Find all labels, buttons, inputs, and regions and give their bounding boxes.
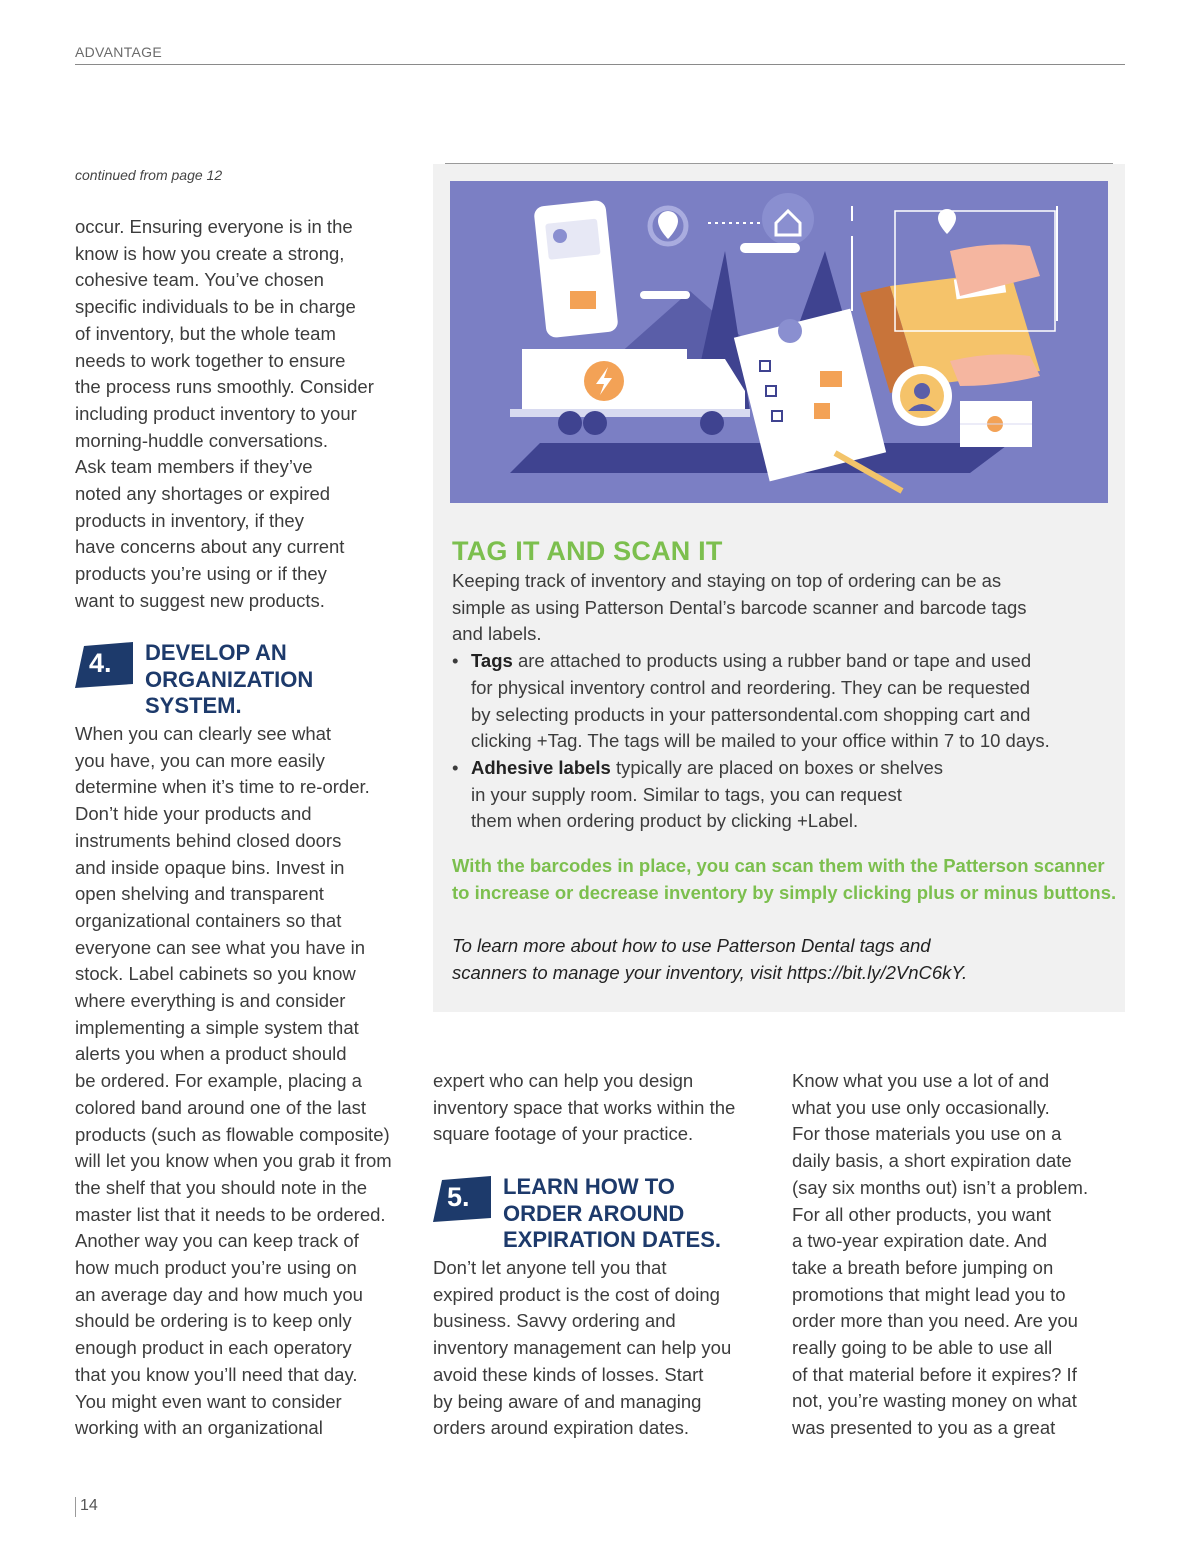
text-line: have concerns about any current (75, 536, 345, 558)
text-line: morning-huddle conversations. (75, 429, 328, 451)
text-line: that you know you’ll need that day. (75, 1363, 358, 1385)
text-line: the shelf that you should note in the (75, 1176, 368, 1198)
running-header: ADVANTAGE (75, 44, 162, 60)
text-line: instruments behind closed doors (75, 829, 342, 851)
header-divider (75, 64, 1125, 65)
section-5-heading (433, 1174, 773, 1256)
sidebar-top-rule (445, 163, 1113, 164)
text-line: working with an organizational (75, 1417, 323, 1439)
text-line: You might even want to consider (75, 1390, 342, 1412)
text-line: not, you’re wasting money on what (792, 1390, 1077, 1412)
title-line: ORDER AROUND (503, 1200, 685, 1226)
section-number-badge (433, 1176, 486, 1222)
text-line: colored band around one of the last (75, 1096, 367, 1118)
text-line: be ordered. For example, placing a (75, 1070, 362, 1092)
page-number-rule (75, 1497, 76, 1517)
text-line: know is how you create a strong, (75, 242, 345, 264)
text-line: expired product is the cost of doing (433, 1283, 720, 1305)
phone-icon (533, 200, 618, 339)
text-line: inventory management can help you (433, 1337, 732, 1359)
title-line: LEARN HOW TO (503, 1174, 675, 1199)
text-line: inventory space that works within the (433, 1096, 736, 1118)
text-line: you have, you can more easily (75, 749, 325, 771)
text-line: With the barcodes in place, you can scan them with the Patterson scanner (452, 855, 1105, 876)
section-4-heading (75, 640, 415, 722)
text-line: order more than you need. Are you (792, 1310, 1078, 1332)
text-line: determine when it’s time to re-order. (75, 776, 370, 798)
text-line: promotions that might lead you to (792, 1283, 1066, 1305)
barcode-scan-icon (960, 401, 1032, 447)
section-title (145, 640, 313, 720)
text-line: (say six months out) isn’t a problem. (792, 1176, 1089, 1198)
text-line: business. Savvy ordering and (433, 1310, 676, 1332)
bullet-text: are attached to products using a rubber band or tape and used (512, 650, 1032, 672)
text-line: products you’re using or if they (75, 563, 327, 585)
text-line: scanners to manage your inventory, visit https://bit.ly/2VnC6kY. (452, 961, 968, 983)
text-line: a two-year expiration date. And (792, 1230, 1048, 1252)
inventory-illustration (450, 181, 1108, 503)
bullet-mark: • (452, 650, 459, 672)
title-line: ORGANIZATION (145, 666, 314, 692)
bullet-term: Tags (471, 650, 513, 672)
text-line: stock. Label cabinets so you know (75, 963, 356, 985)
text-line: open shelving and transparent (75, 883, 324, 905)
text-line: where everything is and consider (75, 990, 346, 1012)
sidebar-body (452, 568, 1112, 835)
bullet-labels (452, 755, 1112, 835)
column-1-top-text (75, 214, 415, 615)
text-line: orders around expiration dates. (433, 1417, 690, 1439)
bullet-mark: • (452, 756, 459, 778)
text-line: by selecting products in your pattersondental.com shopping cart and (471, 703, 1031, 725)
text-line: them when ordering product by clicking +Label. (471, 810, 859, 832)
text-line: enough product in each operatory (75, 1337, 352, 1359)
text-line: for physical inventory control and reordering. They can be requested (471, 676, 1031, 698)
text-line: Know what you use a lot of and (792, 1070, 1050, 1091)
section-number-badge (75, 642, 128, 688)
text-line: products in inventory, if they (75, 509, 304, 531)
text-line: Don’t hide your products and (75, 803, 312, 825)
sidebar-highlight (452, 853, 1116, 906)
home-icon (762, 193, 814, 245)
text-line: clicking +Tag. The tags will be mailed to your office within 7 to 10 days. (471, 730, 1050, 752)
text-line: master list that it needs to be ordered. (75, 1203, 386, 1225)
text-line: implementing a simple system that (75, 1016, 359, 1038)
text-line: including product inventory to your (75, 402, 357, 424)
text-line: and inside opaque bins. Invest in (75, 856, 345, 878)
text-line: really going to be able to use all (792, 1337, 1053, 1359)
text-line: want to suggest new products. (75, 589, 325, 611)
text-line: square footage of your practice. (433, 1123, 694, 1145)
text-line: Another way you can keep track of (75, 1230, 359, 1252)
title-line: DEVELOP AN (145, 640, 287, 665)
continued-note: continued from page 12 (75, 167, 223, 183)
bullet-text: typically are placed on boxes or shelves (610, 756, 943, 778)
page-number: 14 (80, 1497, 98, 1514)
section-number: 5. (447, 1182, 470, 1212)
text-line: When you can clearly see what (75, 723, 332, 744)
text-line: specific individuals to be in charge (75, 296, 356, 318)
column-3-text (792, 1068, 1125, 1442)
section-title (503, 1174, 721, 1254)
text-line: and labels. (452, 623, 542, 645)
text-line: To learn more about how to use Patterson Dental tags and (452, 935, 931, 956)
column-2-body-text (433, 1255, 773, 1442)
bullet-tags (452, 648, 1112, 755)
text-line: expert who can help you design (433, 1070, 694, 1091)
text-line: noted any shortages or expired (75, 483, 331, 505)
title-line: EXPIRATION DATES. (503, 1227, 721, 1253)
text-line: cohesive team. You’ve chosen (75, 269, 324, 291)
text-line: products (such as flowable composite) (75, 1123, 390, 1145)
text-line: what you use only occasionally. (792, 1096, 1050, 1118)
text-line: by being aware of and managing (433, 1390, 702, 1412)
text-line: of that material before it expires? If (792, 1363, 1077, 1385)
text-line: Don’t let anyone tell you that (433, 1257, 667, 1278)
column-2-top-text (433, 1068, 773, 1148)
text-line: simple as using Patterson Dental’s barcode scanner and barcode tags (452, 596, 1027, 618)
lightning-icon (584, 361, 624, 401)
text-line: Ask team members if they’ve (75, 456, 313, 478)
column-1-body-text (75, 721, 415, 1442)
avatar-icon (892, 366, 952, 426)
section-number: 4. (89, 648, 112, 678)
text-line: of inventory, but the whole team (75, 322, 336, 344)
text-line: occur. Ensuring everyone is in the (75, 216, 353, 237)
text-line: alerts you when a product should (75, 1043, 347, 1065)
text-line: For those materials you use on a (792, 1123, 1062, 1145)
text-line: to increase or decrease inventory by simply clicking plus or minus buttons. (452, 881, 1117, 903)
text-line: the process runs smoothly. Consider (75, 376, 374, 398)
sidebar-title: TAG IT AND SCAN IT (452, 536, 723, 566)
text-line: should be ordering is to keep only (75, 1310, 352, 1332)
text-line: everyone can see what you have in (75, 936, 366, 958)
text-line: organizational containers so that (75, 909, 342, 931)
text-line: needs to work together to ensure (75, 349, 346, 371)
sidebar-learn-more (452, 933, 967, 986)
text-line: take a breath before jumping on (792, 1256, 1054, 1278)
text-line: an average day and how much you (75, 1283, 363, 1305)
title-line: SYSTEM. (145, 693, 242, 719)
text-line: will let you know when you grab it from (75, 1150, 392, 1172)
text-line: avoid these kinds of losses. Start (433, 1363, 704, 1385)
text-line: For all other products, you want (792, 1203, 1052, 1225)
text-line: was presented to you as a great (792, 1417, 1056, 1439)
text-line: daily basis, a short expiration date (792, 1150, 1072, 1172)
text-line: in your supply room. Similar to tags, you can request (471, 783, 902, 805)
text-line: how much product you’re using on (75, 1257, 357, 1279)
bullet-term: Adhesive labels (471, 756, 611, 778)
text-line: Keeping track of inventory and staying on top of ordering can be as (452, 570, 1002, 591)
